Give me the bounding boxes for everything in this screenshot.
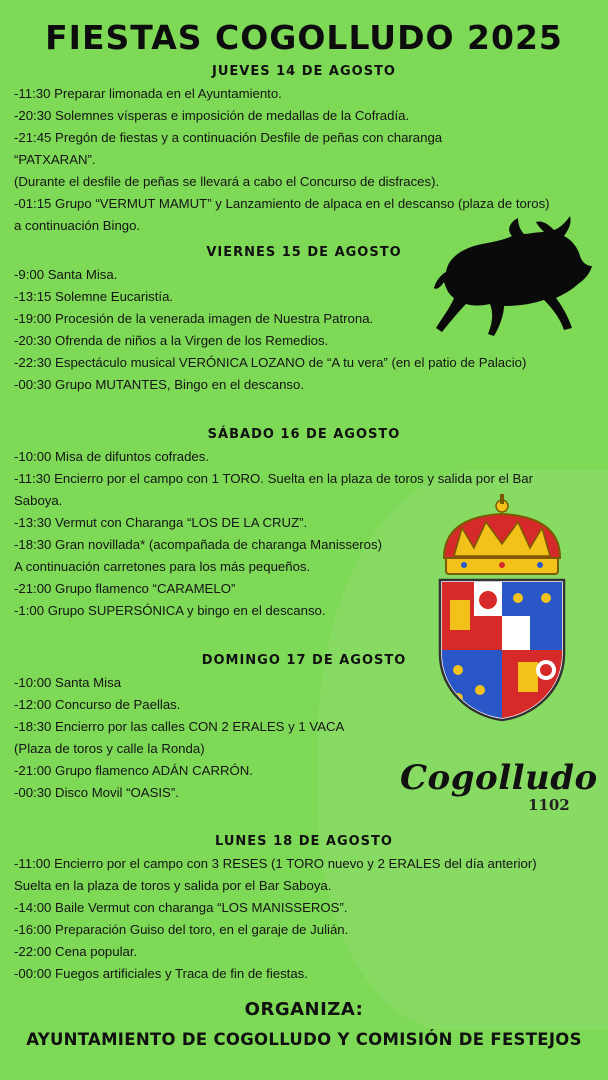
schedule-line: -18:30 Encierro por las calles CON 2 ERALES y 1 VACA (14, 719, 345, 734)
schedule-line: -9:00 Santa Misa. (14, 267, 118, 282)
schedule-line: -19:00 Procesión de la venerada imagen de Nuestra Patrona. (14, 311, 374, 326)
schedule-line: -14:00 Baile Vermut con charanga “LOS MANISSEROS”. (14, 900, 348, 915)
schedule-line: -13:15 Solemne Eucaristía. (14, 289, 174, 304)
bull-silhouette-icon (432, 210, 594, 342)
schedule-line: -11:30 Encierro por el campo con 1 TORO. Suelta en la plaza de toros y salida por el Bar (14, 471, 533, 486)
schedule-line: -20:30 Ofrenda de niños a la Virgen de los Remedios. (14, 333, 329, 348)
organiza-label: ORGANIZA: (244, 999, 364, 1020)
cogolludo-wordmark-logo: Cogolludo (400, 758, 598, 798)
day-heading-sunday: DOMINGO 17 DE AGOSTO (201, 653, 407, 668)
schedule-line: -22:30 Espectáculo musical VERÓNICA LOZANO de “A tu vera” (en el patio de Palacio) (14, 355, 527, 370)
day-heading-monday: LUNES 18 DE AGOSTO (215, 834, 393, 849)
schedule-line: -21:45 Pregón de fiestas y a continuación Desfile de peñas con charanga (14, 130, 443, 145)
schedule-line: a continuación Bingo. (14, 218, 141, 233)
schedule-line: Suelta en la plaza de toros y salida por el Bar Saboya. (14, 878, 332, 893)
schedule-line: A continuación carretones para los más pequeños. (14, 559, 311, 574)
coat-of-arms-icon (434, 494, 570, 726)
logo-year: 1102 (528, 796, 570, 814)
schedule-line: -20:30 Solemnes vísperas e imposición de medallas de la Cofradía. (14, 108, 410, 123)
schedule-line: -12:00 Concurso de Paellas. (14, 697, 181, 712)
schedule-line: Saboya. (14, 493, 63, 508)
schedule-line: -18:30 Gran novillada* (acompañada de charanga Manisseros) (14, 537, 383, 552)
day-heading-saturday: SÁBADO 16 DE AGOSTO (207, 427, 401, 442)
schedule-line: -01:15 Grupo “VERMUT MAMUT” y Lanzamiento de alpaca en el descanso (plaza de toros) (14, 196, 550, 211)
schedule-line: -10:00 Misa de difuntos cofrades. (14, 449, 209, 464)
schedule-line: (Plaza de toros y calle la Ronda) (14, 741, 205, 756)
schedule-line: -10:00 Santa Misa (14, 675, 122, 690)
schedule-line: -00:30 Grupo MUTANTES, Bingo en el descanso. (14, 377, 305, 392)
schedule-line: -00:30 Disco Movil “OASIS”. (14, 785, 179, 800)
organizers-line: AYUNTAMIENTO DE COGOLLUDO Y COMISIÓN DE FESTEJOS (26, 1030, 582, 1049)
schedule-line: -13:30 Vermut con Charanga “LOS DE LA CRUZ”. (14, 515, 308, 530)
schedule-line: -21:00 Grupo flamenco ADÁN CARRÓN. (14, 763, 253, 778)
poster-title: FIESTAS COGOLLUDO 2025 (45, 18, 563, 57)
day-heading-friday: VIERNES 15 DE AGOSTO (206, 245, 402, 260)
schedule-line: “PATXARAN”. (14, 152, 96, 167)
schedule-line: -11:30 Preparar limonada en el Ayuntamiento. (14, 86, 282, 101)
schedule-line: -00:00 Fuegos artificiales y Traca de fin de fiestas. (14, 966, 308, 981)
schedule-line: -21:00 Grupo flamenco “CARAMELO” (14, 581, 236, 596)
schedule-line: -11:00 Encierro por el campo con 3 RESES (1 TORO nuevo y 2 ERALES del día anterior) (14, 856, 537, 871)
crown-icon (444, 494, 560, 574)
schedule-line: -16:00 Preparación Guiso del toro, en el garaje de Julián. (14, 922, 349, 937)
schedule-line: -22:00 Cena popular. (14, 944, 138, 959)
schedule-line: -1:00 Grupo SUPERSÓNICA y bingo en el descanso. (14, 603, 326, 618)
schedule-line: (Durante el desfile de peñas se llevará a cabo el Concurso de disfraces). (14, 174, 440, 189)
day-heading-thursday: JUEVES 14 DE AGOSTO (212, 64, 396, 79)
